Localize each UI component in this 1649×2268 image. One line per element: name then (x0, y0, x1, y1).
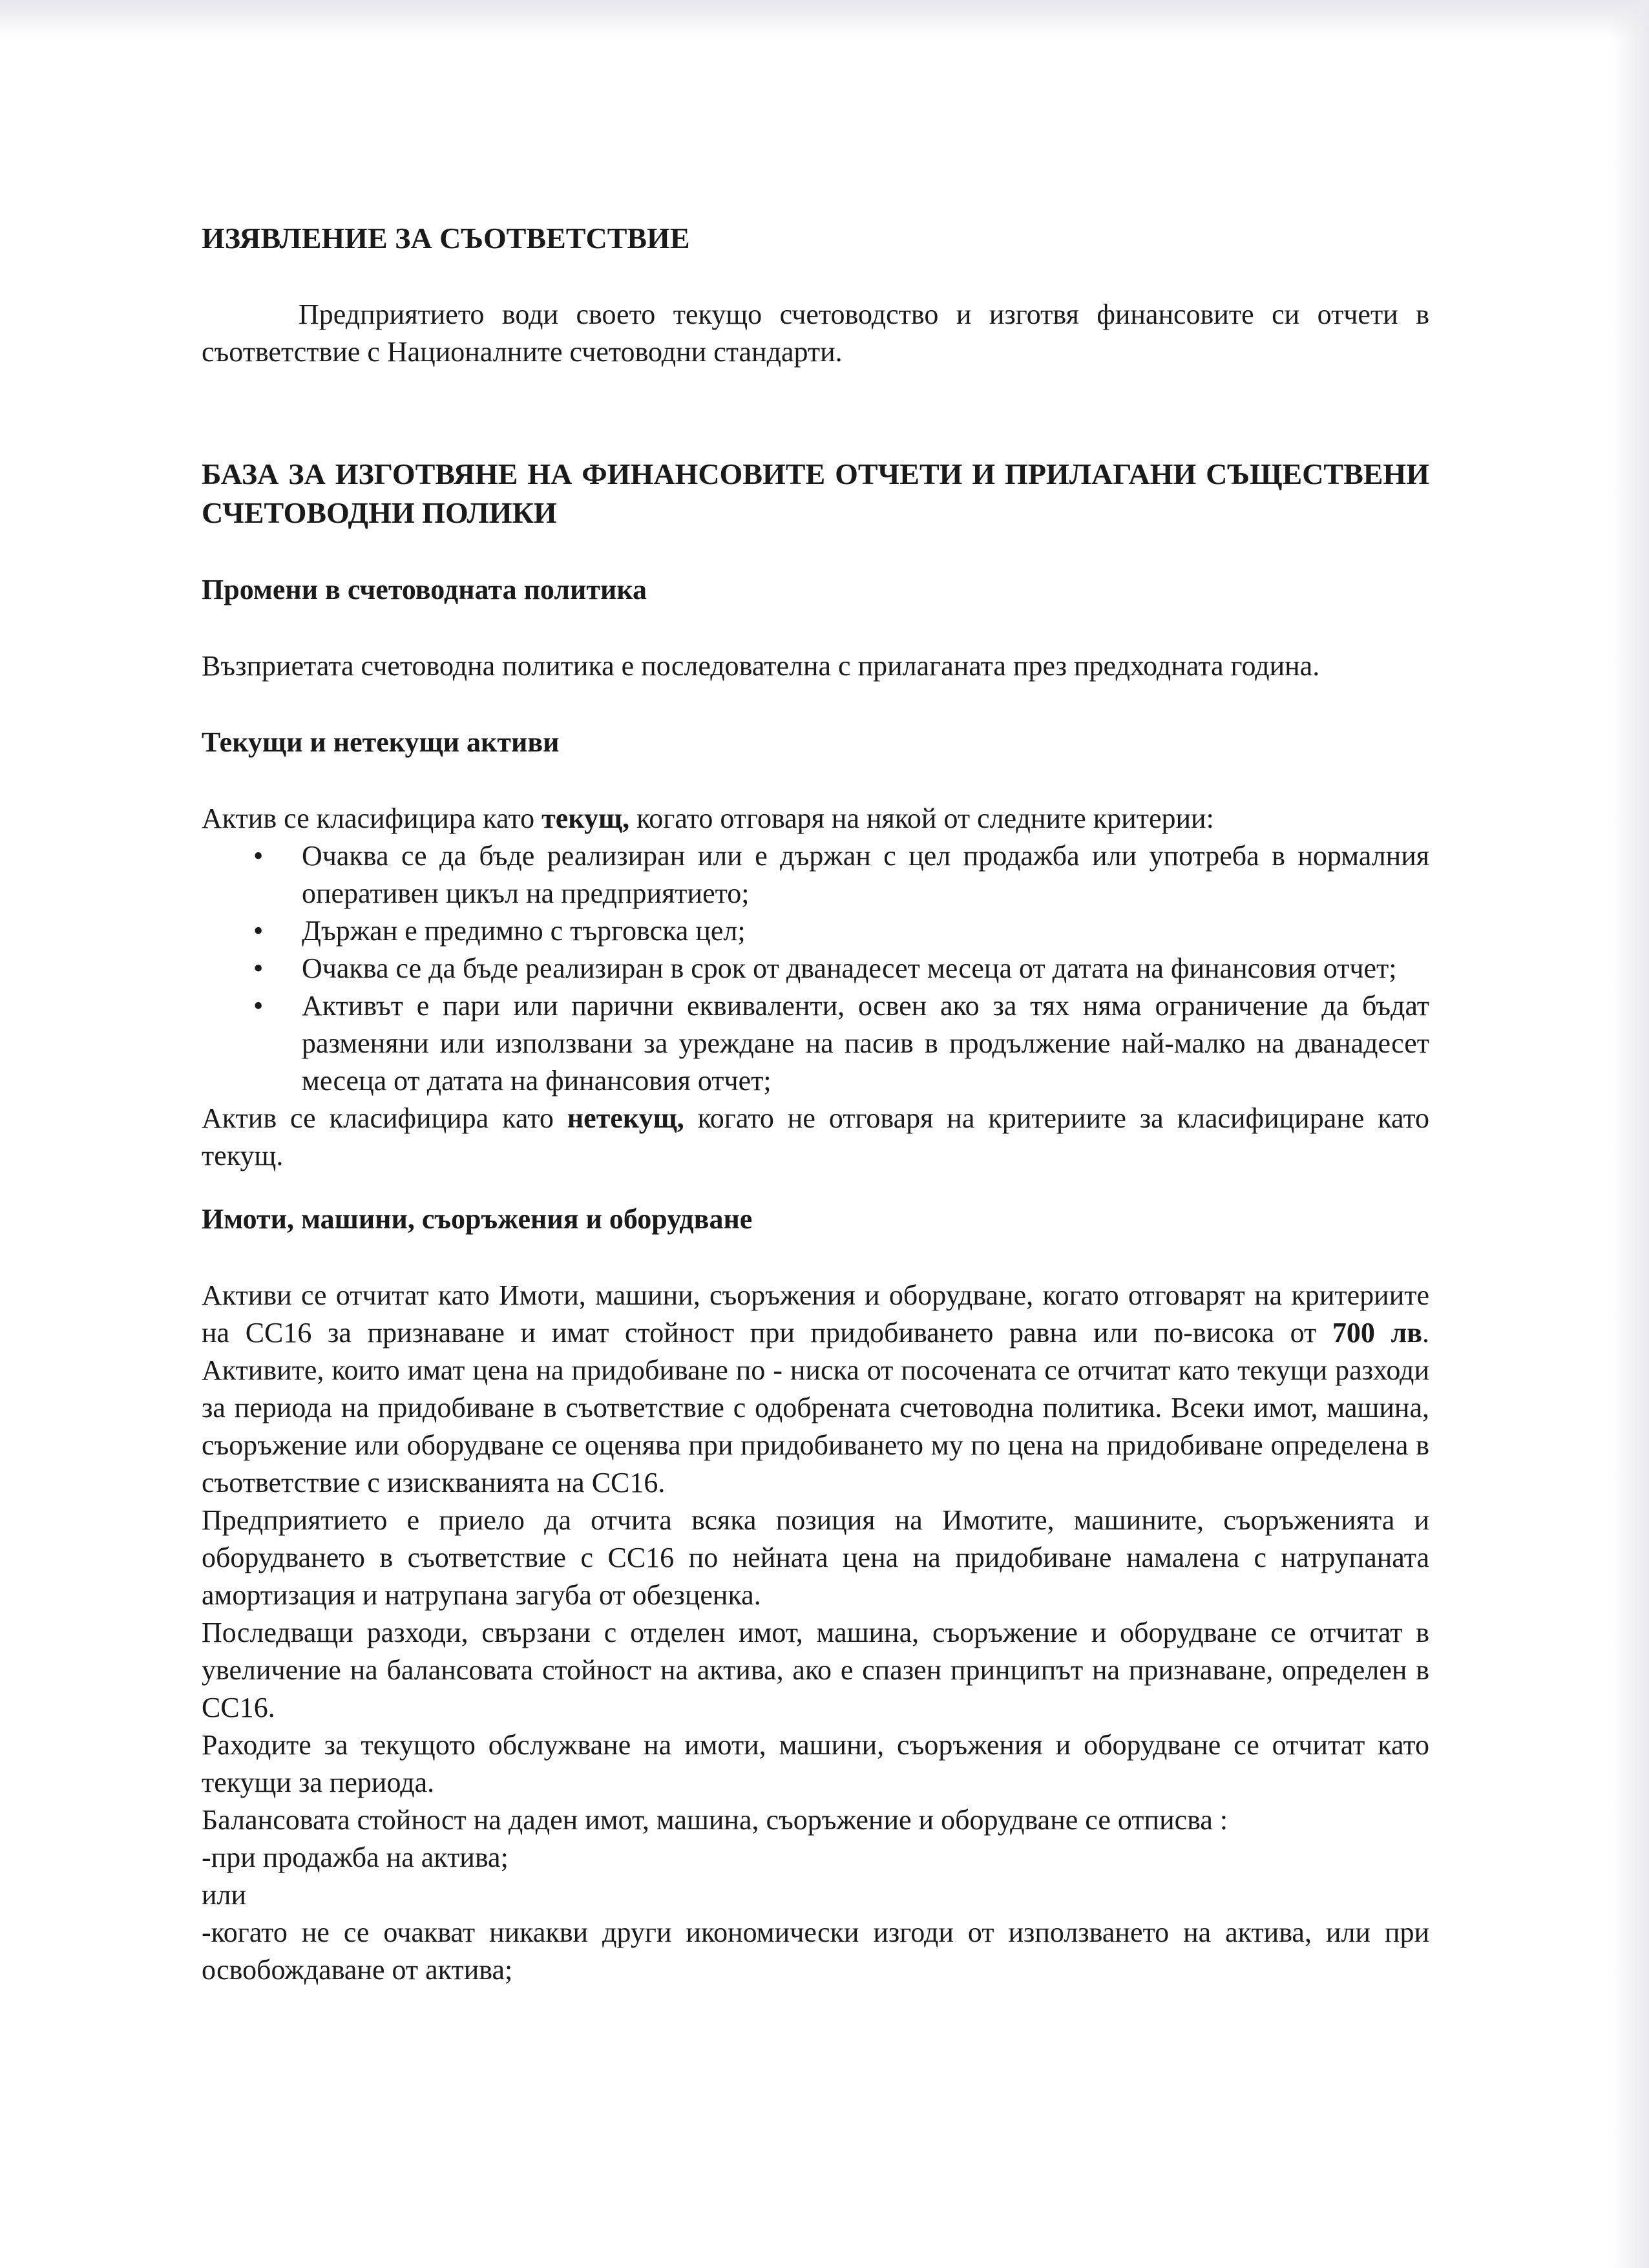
ppe-paragraph-1 (202, 1277, 1429, 1502)
ppe-p1-pre: Активи се отчитат като Имоти, машини, съоръжения и оборудване, когато отговарят на критериите на СС16 за признаване и имат стойност при придобиването равна или по-висока от (202, 1279, 1429, 1349)
criteria-item: • Активът е пари или парични еквиваленти, освен ако за тях няма ограничение да бъдат разменяни или използвани за уреждане на пасив в продължение най-малко на дванадесет месеца от датата на финансовия отчет; (202, 987, 1429, 1100)
criteria-item: • Очаква се да бъде реализиран в срок от дванадесет месеца от датата на финансовия отчет; (202, 950, 1429, 987)
ppe-threshold: 700 лв (1332, 1317, 1422, 1349)
basis-heading: БАЗА ЗА ИЗГОТВЯНЕ НА ФИНАНСОВИТЕ ОТЧЕТИ И ПРИЛАГАНИ СЪЩЕСТВЕНИ СЧЕТОВОДНИ ПОЛИКИ (202, 457, 1429, 529)
ppe-p1-post: . Активите, които имат цена на придобиване по - ниска от посочената се отчитат като текущи разходи за периода на придобиване в съответствие с одобрената счетоводна политика. Всеки имот, машина, съоръжение или оборудване се оценява при придобиването му по цена на придобиване определена в съответствие с изискванията на СС16. (202, 1317, 1429, 1498)
criteria-item: • Държан е предимно с търговска цел; (202, 912, 1429, 950)
policy-changes-paragraph: Възприетата счетоводна политика е последователна с прилаганата през предходната година. (202, 650, 1320, 682)
current-asset-intro-post: когато отговаря на някой от следните критерии: (629, 803, 1214, 834)
policy-changes-heading: Промени в счетоводната политика (202, 574, 647, 605)
ppe-heading: Имоти, машини, съоръжения и оборудване (202, 1203, 753, 1235)
assets-heading: Текущи и нетекущи активи (202, 726, 560, 758)
ppe-paragraph-3: Последващи разходи, свързани с отделен имот, машина, съоръжение и оборудване се отчитат в увеличение на балансовата стойност на актива, ако е спазен принципът на признаване, определен в СС16. (202, 1617, 1429, 1723)
ppe-paragraph-2: Предприятието е приело да отчита всяка позиция на Имотите, машините, съоръженията и оборудването в съответствие с СС16 по нейната цена на придобиване намалена с натрупаната амортизация и натрупана загуба от обезценка. (202, 1504, 1429, 1611)
conformity-paragraph: Предприятието води своето текущо счетоводство и изготвя финансовите си отчети в съответствие с Националните счетоводни стандарти. (202, 299, 1429, 368)
ppe-paragraph-6: -при продажба на актива; (202, 1842, 509, 1873)
ppe-paragraph-4: Раходите за текущото обслужване на имоти, машини, съоръжения и оборудване се отчитат като текущи за периода. (202, 1729, 1429, 1798)
ppe-paragraph-8: -когато не се очакват никакви други икономически изгоди от използването на актива, или при освобождаване от актива; (202, 1916, 1429, 1986)
conformity-heading: ИЗЯВЛЕНИЕ ЗА СЪОТВЕТСТВИЕ (202, 222, 690, 255)
scan-edge-right (1610, 0, 1649, 2268)
noncurrent-pre: Актив се класифицира като (202, 1102, 567, 1134)
ppe-paragraph-5: Балансовата стойност на даден имот, машина, съоръжение и оборудване се отписва : (202, 1804, 1228, 1836)
ppe-paragraph-7: или (202, 1879, 247, 1911)
noncurrent-post: когато не отговаря на критериите за класифициране като текущ. (202, 1102, 1429, 1171)
criteria-item: • Очаква се да бъде реализиран или е държан с цел продажба или употреба в нормалния оперативен цикъл на предприятието; (202, 837, 1429, 912)
scan-edge-top (0, 0, 1649, 39)
noncurrent-asset-paragraph (202, 1100, 1429, 1175)
current-asset-criteria-list (202, 837, 1429, 1100)
noncurrent-term: нетекущ, (567, 1102, 684, 1134)
current-asset-intro (202, 800, 1429, 837)
current-asset-term: текущ, (541, 803, 630, 834)
document-page (202, 220, 1429, 1989)
current-asset-intro-pre: Актив се класифицира като (202, 803, 542, 834)
